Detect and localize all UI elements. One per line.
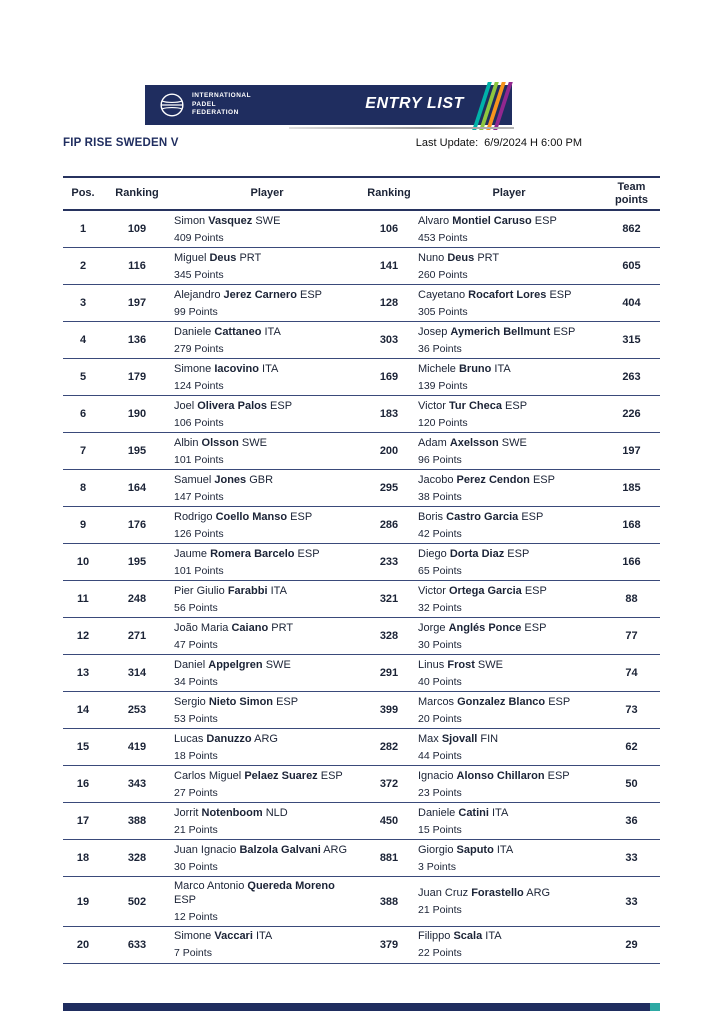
player2-points: 139 Points xyxy=(418,379,468,392)
player1-points: 30 Points xyxy=(174,860,218,873)
player1-points: 99 Points xyxy=(174,305,218,318)
player1-points: 53 Points xyxy=(174,712,218,725)
player2-name: Josep Aymerich Bellmunt ESP xyxy=(418,325,576,338)
player1-points: 106 Points xyxy=(174,416,224,429)
team-points-cell: 226 xyxy=(622,408,641,421)
ranking2-cell: 881 xyxy=(379,852,399,865)
player1-name: Simon Vasquez SWE xyxy=(174,214,281,227)
player2-points: 21 Points xyxy=(418,903,462,916)
player1-cell xyxy=(171,807,363,836)
player1-cell xyxy=(171,880,363,923)
player1-cell xyxy=(171,437,363,466)
ranking2-cell: 282 xyxy=(379,741,399,754)
player2-name: Filippo Scala ITA xyxy=(418,930,502,943)
banner-underline xyxy=(289,127,514,129)
player2-cell xyxy=(415,844,603,873)
ranking2-cell: 328 xyxy=(379,630,399,643)
table-row xyxy=(63,840,660,877)
banner-title: ENTRY LIST xyxy=(365,95,464,112)
player2-cell xyxy=(415,930,603,959)
player1-cell xyxy=(171,326,363,355)
player1-name: Marco Antonio Quereda Moreno ESP xyxy=(174,880,335,907)
ranking2-cell: 183 xyxy=(379,408,399,421)
col-ranking-2: Ranking xyxy=(367,187,411,200)
player1-name: Pier Giulio Farabbi ITA xyxy=(174,584,287,597)
ranking2-cell: 128 xyxy=(379,297,399,310)
player1-name: Sergio Nieto Simon ESP xyxy=(174,695,299,708)
player2-name: Nuno Deus PRT xyxy=(418,251,500,264)
player1-cell xyxy=(171,622,363,651)
player1-points: 27 Points xyxy=(174,786,218,799)
header-banner xyxy=(145,85,512,125)
table-row xyxy=(63,692,660,729)
player2-cell xyxy=(415,696,603,725)
player1-points: 124 Points xyxy=(174,379,224,392)
logo-line-1: INTERNATIONAL xyxy=(192,92,252,100)
team-points-cell: 315 xyxy=(622,334,641,347)
ranking2-cell: 106 xyxy=(379,223,399,236)
player1-cell xyxy=(171,733,363,762)
table-row xyxy=(63,618,660,655)
player1-name: Rodrigo Coello Manso ESP xyxy=(174,510,313,523)
player2-points: 22 Points xyxy=(418,947,462,960)
position-cell: 3 xyxy=(79,297,87,310)
player1-cell xyxy=(171,696,363,725)
ranking1-cell: 633 xyxy=(127,938,147,951)
player1-cell xyxy=(171,548,363,577)
ranking2-cell: 379 xyxy=(379,938,399,951)
table-row xyxy=(63,544,660,581)
col-player-2: Player xyxy=(492,187,526,200)
last-update xyxy=(416,137,582,149)
ranking1-cell: 195 xyxy=(127,556,147,569)
team-points-cell: 605 xyxy=(622,260,641,273)
ranking1-cell: 136 xyxy=(127,334,147,347)
player1-cell xyxy=(171,844,363,873)
team-points-cell: 36 xyxy=(625,815,638,828)
player1-points: 101 Points xyxy=(174,453,224,466)
team-points-cell: 33 xyxy=(625,895,638,908)
player2-name: Boris Castro Garcia ESP xyxy=(418,510,544,523)
player1-name: Juan Ignacio Balzola Galvani ARG xyxy=(174,843,348,856)
logo-line-3: FEDERATION xyxy=(192,109,239,117)
ranking2-cell: 388 xyxy=(379,895,399,908)
ranking2-cell: 233 xyxy=(379,556,399,569)
table-row xyxy=(63,248,660,285)
footer-bar xyxy=(63,1003,660,1011)
table-body xyxy=(63,211,660,964)
table-row xyxy=(63,877,660,927)
ranking2-cell: 399 xyxy=(379,704,399,717)
position-cell: 5 xyxy=(79,371,87,384)
team-points-cell: 88 xyxy=(625,593,638,606)
ranking2-cell: 372 xyxy=(379,778,399,791)
player2-name: Jorge Anglés Ponce ESP xyxy=(418,621,547,634)
col-ranking-1: Ranking xyxy=(115,187,159,200)
player2-name: Jacobo Perez Cendon ESP xyxy=(418,473,555,486)
position-cell: 4 xyxy=(79,334,87,347)
position-cell: 7 xyxy=(79,445,87,458)
ranking1-cell: 248 xyxy=(127,593,147,606)
team-points-cell: 404 xyxy=(622,297,641,310)
player2-name: Cayetano Rocafort Lores ESP xyxy=(418,288,572,301)
federation-logo-text xyxy=(192,92,251,117)
ranking1-cell: 314 xyxy=(127,667,147,680)
player2-cell xyxy=(415,659,603,688)
player2-cell xyxy=(415,326,603,355)
ranking1-cell: 190 xyxy=(127,408,147,421)
player2-name: Giorgio Saputo ITA xyxy=(418,843,514,856)
col-team-points: Team points xyxy=(615,181,648,206)
ranking2-cell: 286 xyxy=(379,519,399,532)
table-row xyxy=(63,766,660,803)
player2-cell xyxy=(415,770,603,799)
ranking1-cell: 109 xyxy=(127,223,147,236)
ranking1-cell: 195 xyxy=(127,445,147,458)
player1-points: 345 Points xyxy=(174,268,224,281)
ranking1-cell: 502 xyxy=(127,895,147,908)
player1-name: Samuel Jones GBR xyxy=(174,473,274,486)
player1-name: Carlos Miguel Pelaez Suarez ESP xyxy=(174,769,343,782)
ranking1-cell: 388 xyxy=(127,815,147,828)
ranking2-cell: 200 xyxy=(379,445,399,458)
player2-points: 40 Points xyxy=(418,675,462,688)
player1-points: 21 Points xyxy=(174,823,218,836)
team-points-cell: 166 xyxy=(622,556,641,569)
team-points-cell: 263 xyxy=(622,371,641,384)
position-cell: 10 xyxy=(76,556,90,569)
player1-points: 18 Points xyxy=(174,749,218,762)
table-header xyxy=(63,176,660,211)
entry-table xyxy=(63,176,660,964)
player1-points: 126 Points xyxy=(174,527,224,540)
federation-logo xyxy=(145,92,251,118)
ranking2-cell: 295 xyxy=(379,482,399,495)
player1-points: 101 Points xyxy=(174,564,224,577)
player2-points: 38 Points xyxy=(418,490,462,503)
position-cell: 13 xyxy=(76,667,90,680)
player2-points: 42 Points xyxy=(418,527,462,540)
player2-name: Ignacio Alonso Chillaron ESP xyxy=(418,769,570,782)
position-cell: 1 xyxy=(79,223,87,236)
player2-name: Michele Bruno ITA xyxy=(418,362,511,375)
ranking1-cell: 328 xyxy=(127,852,147,865)
page-title: FIP RISE SWEDEN V xyxy=(63,137,179,149)
ranking2-cell: 141 xyxy=(379,260,399,273)
position-cell: 2 xyxy=(79,260,87,273)
player2-cell xyxy=(415,363,603,392)
player2-cell xyxy=(415,887,603,916)
player1-name: Daniel Appelgren SWE xyxy=(174,658,291,671)
table-row xyxy=(63,581,660,618)
player2-points: 305 Points xyxy=(418,305,468,318)
ranking2-cell: 291 xyxy=(379,667,399,680)
position-cell: 14 xyxy=(76,704,90,717)
player2-cell xyxy=(415,437,603,466)
player2-points: 453 Points xyxy=(418,231,468,244)
player1-cell xyxy=(171,363,363,392)
player1-cell xyxy=(171,511,363,540)
player2-name: Victor Ortega Garcia ESP xyxy=(418,584,547,597)
player2-cell xyxy=(415,622,603,651)
position-cell: 16 xyxy=(76,778,90,791)
player1-cell xyxy=(171,585,363,614)
player2-cell xyxy=(415,548,603,577)
player1-cell xyxy=(171,930,363,959)
ranking2-cell: 450 xyxy=(379,815,399,828)
player1-name: Jorrit Notenboom NLD xyxy=(174,806,288,819)
table-row xyxy=(63,359,660,396)
player2-points: 36 Points xyxy=(418,342,462,355)
table-row xyxy=(63,803,660,840)
ranking1-cell: 419 xyxy=(127,741,147,754)
table-row xyxy=(63,211,660,248)
player1-points: 56 Points xyxy=(174,601,218,614)
player1-points: 34 Points xyxy=(174,675,218,688)
ranking1-cell: 179 xyxy=(127,371,147,384)
title-bar xyxy=(63,137,660,149)
player2-points: 96 Points xyxy=(418,453,462,466)
team-points-cell: 185 xyxy=(622,482,641,495)
player1-cell xyxy=(171,289,363,318)
player2-name: Alvaro Montiel Caruso ESP xyxy=(418,214,557,227)
team-points-cell: 168 xyxy=(622,519,641,532)
player2-points: 30 Points xyxy=(418,638,462,651)
player2-points: 32 Points xyxy=(418,601,462,614)
ranking1-cell: 271 xyxy=(127,630,147,643)
col-pos: Pos. xyxy=(71,187,95,200)
player2-name: Diego Dorta Diaz ESP xyxy=(418,547,530,560)
table-row xyxy=(63,285,660,322)
ranking2-cell: 321 xyxy=(379,593,399,606)
team-points-cell: 62 xyxy=(625,741,638,754)
player2-cell xyxy=(415,474,603,503)
player1-name: Joel Olivera Palos ESP xyxy=(174,399,293,412)
ranking1-cell: 164 xyxy=(127,482,147,495)
player1-name: Simone Iacovino ITA xyxy=(174,362,279,375)
brand-stripes xyxy=(480,82,505,130)
table-row xyxy=(63,433,660,470)
player2-cell xyxy=(415,400,603,429)
ranking1-cell: 176 xyxy=(127,519,147,532)
ranking2-cell: 303 xyxy=(379,334,399,347)
player2-name: Adam Axelsson SWE xyxy=(418,436,527,449)
player2-points: 23 Points xyxy=(418,786,462,799)
ranking1-cell: 116 xyxy=(128,260,146,273)
player1-cell xyxy=(171,659,363,688)
player1-cell xyxy=(171,474,363,503)
last-update-value: 6/9/2024 H 6:00 PM xyxy=(484,137,582,149)
player2-name: Max Sjovall FIN xyxy=(418,732,499,745)
team-points-cell: 74 xyxy=(625,667,638,680)
player1-name: Daniele Cattaneo ITA xyxy=(174,325,281,338)
position-cell: 12 xyxy=(76,630,90,643)
player1-cell xyxy=(171,252,363,281)
player1-cell xyxy=(171,400,363,429)
logo-line-2: PADEL xyxy=(192,100,217,108)
ranking1-cell: 197 xyxy=(127,297,147,310)
team-points-cell: 73 xyxy=(625,704,638,717)
player1-cell xyxy=(171,770,363,799)
player1-points: 7 Points xyxy=(174,947,212,960)
player2-name: Juan Cruz Forastello ARG xyxy=(418,887,551,900)
position-cell: 19 xyxy=(76,895,90,908)
player1-points: 147 Points xyxy=(174,490,224,503)
player2-points: 120 Points xyxy=(418,416,468,429)
player1-points: 12 Points xyxy=(174,910,218,923)
position-cell: 20 xyxy=(76,938,90,951)
team-points-cell: 50 xyxy=(625,778,638,791)
player2-points: 20 Points xyxy=(418,712,462,725)
player2-cell xyxy=(415,807,603,836)
table-row xyxy=(63,322,660,359)
table-row xyxy=(63,507,660,544)
ranking2-cell: 169 xyxy=(379,371,399,384)
player1-name: Miguel Deus PRT xyxy=(174,251,262,264)
ranking1-cell: 343 xyxy=(127,778,147,791)
table-row xyxy=(63,729,660,766)
player2-name: Daniele Catini ITA xyxy=(418,806,509,819)
player2-points: 44 Points xyxy=(418,749,462,762)
ranking1-cell: 253 xyxy=(127,704,147,717)
team-points-cell: 77 xyxy=(625,630,638,643)
globe-ball-icon xyxy=(159,92,185,118)
player1-name: João Maria Caiano PRT xyxy=(174,621,294,634)
player1-points: 47 Points xyxy=(174,638,218,651)
player2-points: 65 Points xyxy=(418,564,462,577)
position-cell: 6 xyxy=(79,408,87,421)
team-points-cell: 29 xyxy=(625,938,638,951)
player1-cell xyxy=(171,215,363,244)
position-cell: 17 xyxy=(76,815,90,828)
player1-points: 279 Points xyxy=(174,342,224,355)
team-points-cell: 862 xyxy=(622,223,641,236)
position-cell: 8 xyxy=(79,482,87,495)
position-cell: 11 xyxy=(77,593,89,606)
player2-cell xyxy=(415,511,603,540)
player2-points: 260 Points xyxy=(418,268,468,281)
position-cell: 15 xyxy=(76,741,90,754)
player2-cell xyxy=(415,252,603,281)
position-cell: 9 xyxy=(79,519,87,532)
player2-name: Victor Tur Checa ESP xyxy=(418,399,528,412)
player2-name: Marcos Gonzalez Blanco ESP xyxy=(418,695,571,708)
player1-name: Simone Vaccari ITA xyxy=(174,930,273,943)
player2-cell xyxy=(415,289,603,318)
col-player-1: Player xyxy=(250,187,284,200)
player2-cell xyxy=(415,733,603,762)
table-row xyxy=(63,927,660,964)
player2-points: 3 Points xyxy=(418,860,456,873)
player1-points: 409 Points xyxy=(174,231,224,244)
player1-name: Lucas Danuzzo ARG xyxy=(174,732,278,745)
player1-name: Albin Olsson SWE xyxy=(174,436,267,449)
player2-name: Linus Frost SWE xyxy=(418,658,503,671)
player2-cell xyxy=(415,215,603,244)
last-update-label: Last Update: xyxy=(415,137,479,149)
player2-cell xyxy=(415,585,603,614)
team-points-cell: 197 xyxy=(622,445,641,458)
player1-name: Alejandro Jerez Carnero ESP xyxy=(174,288,322,301)
table-row xyxy=(63,396,660,433)
player1-name: Jaume Romera Barcelo ESP xyxy=(174,547,320,560)
table-row xyxy=(63,470,660,507)
player2-points: 15 Points xyxy=(418,823,462,836)
team-points-cell: 33 xyxy=(625,852,638,865)
position-cell: 18 xyxy=(76,852,90,865)
footer-accent xyxy=(650,1003,660,1011)
table-row xyxy=(63,655,660,692)
